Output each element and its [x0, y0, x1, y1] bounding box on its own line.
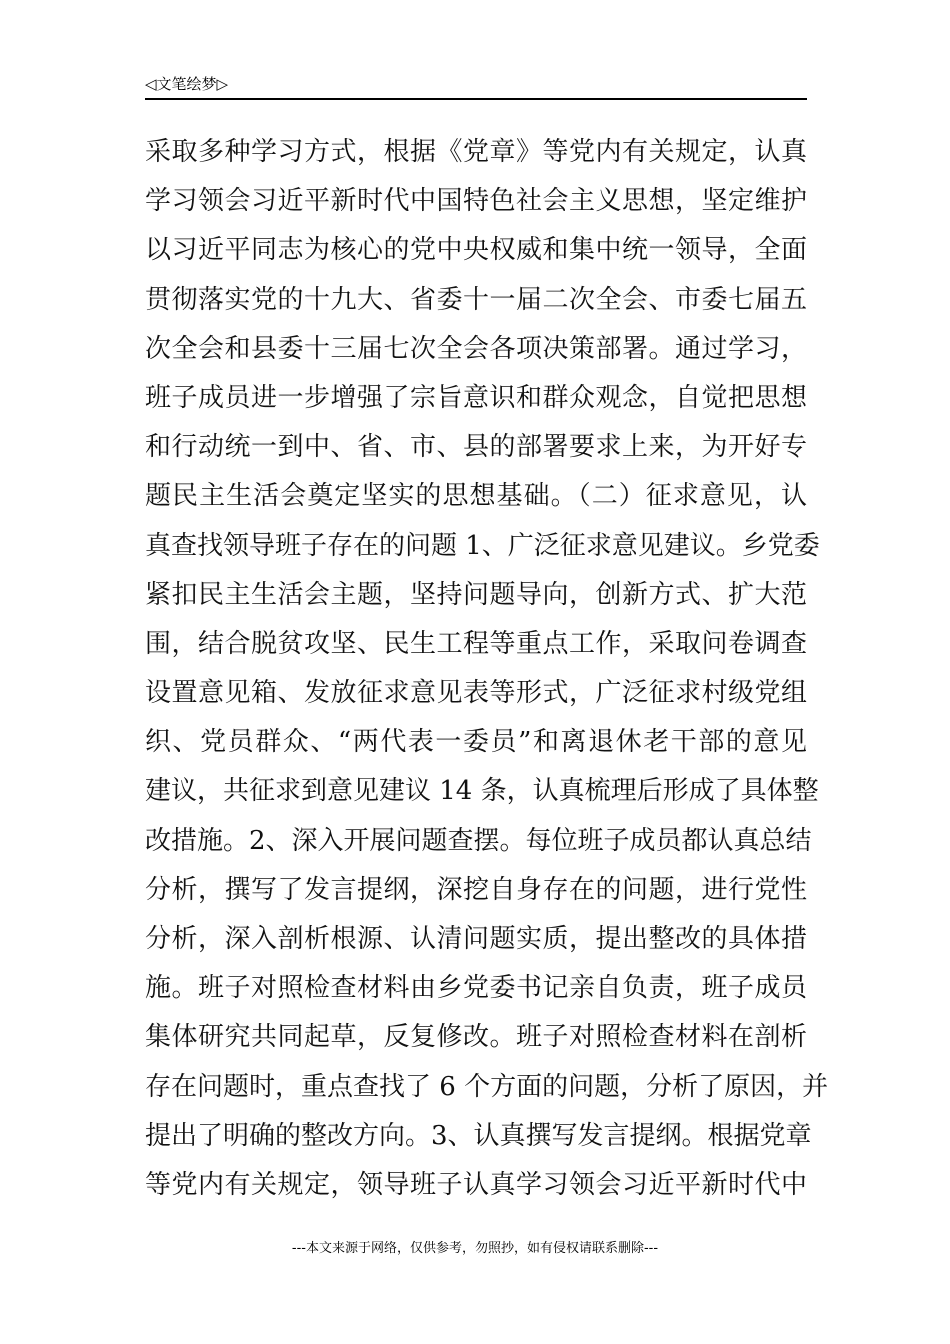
body-line: 织、党员群众、“两代表一委员”和离退休老干部的意见 — [145, 727, 807, 758]
page-header — [145, 74, 807, 100]
body-line: 贯彻落实党的十九大、省委十一届二次全会、市委七届五 — [145, 284, 807, 315]
body-line: 围，结合脱贫攻坚、民生工程等重点工作，采取问卷调查 — [145, 628, 807, 659]
body-line: 集体研究共同起草，反复修改。班子对照检查材料在剖析 — [145, 1022, 807, 1053]
body-line: 存在问题时，重点查找了 6 个方面的问题，分析了原因，并 — [145, 1071, 829, 1102]
body-line: 次全会和县委十三届七次全会各项决策部署。通过学习， — [145, 333, 807, 364]
body-line: 真查找领导班子存在的问题 1、广泛征求意见建议。乡党委 — [145, 530, 820, 561]
body-line: 分析，深入剖析根源、认清问题实质，提出整改的具体措 — [145, 924, 807, 954]
body-line: 设置意见箱、发放征求意见表等形式，广泛征求村级党组 — [145, 678, 807, 709]
body-line: 题民主生活会奠定坚实的思想基础。（二）征求意见，认 — [145, 481, 807, 512]
body-line: 采取多种学习方式，根据《党章》等党内有关规定，认真 — [145, 137, 807, 167]
body-line: 和行动统一到中、省、市、县的部署要求上来，为开好专 — [145, 432, 807, 463]
document-body — [145, 128, 829, 1210]
body-line: 等党内有关规定，领导班子认真学习领会习近平新时代中 — [145, 1169, 807, 1200]
body-line: 改措施。2、深入开展问题查摆。每位班子成员都认真总结 — [145, 825, 812, 856]
body-line: 提出了明确的整改方向。3、认真撰写发言提纲。根据党章 — [145, 1120, 812, 1151]
body-line: 以习近平同志为核心的党中央权威和集中统一领导，全面 — [145, 235, 807, 266]
page-footer: ---本文来源于网络，仅供参考，勿照抄，如有侵权请联系删除--- — [291, 1241, 659, 1256]
body-line: 施。班子对照检查材料由乡党委书记亲自负责，班子成员 — [145, 973, 807, 1004]
header-title: ◁文笔绘梦▷ — [145, 75, 229, 93]
body-line: 学习领会习近平新时代中国特色社会主义思想，坚定维护 — [145, 186, 807, 217]
body-line: 建议，共征求到意见建议 14 条，认真梳理后形成了具体整 — [145, 776, 819, 807]
body-line: 班子成员进一步增强了宗旨意识和群众观念，自觉把思想 — [145, 382, 807, 413]
body-line: 紧扣民主生活会主题，坚持问题导向，创新方式、扩大范 — [145, 579, 807, 610]
body-line: 分析，撰写了发言提纲，深挖自身存在的问题，进行党性 — [145, 874, 807, 905]
